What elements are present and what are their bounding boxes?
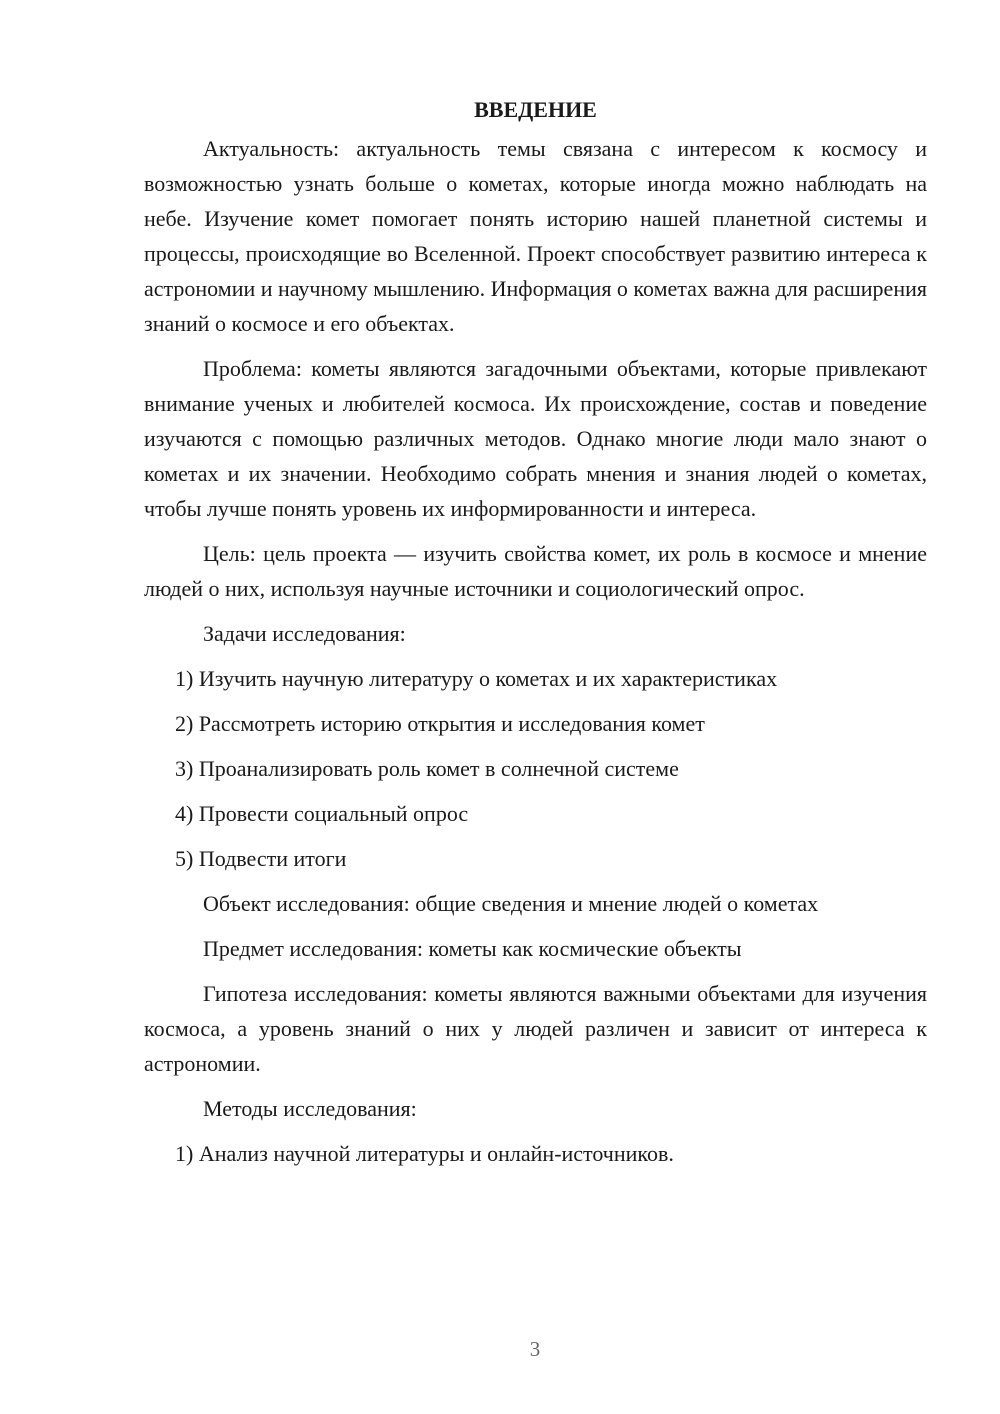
task-item-5: 5) Подвести итоги (175, 846, 347, 871)
relevance-paragraph: Актуальность: актуальность темы связана с интересом к космосу и возможностью узнать больше о кометах, которые иногда можно наблюдать на небе. Изучение комет помогает понять историю нашей планетной системы и процессы, происходящие во Вселенной. Проект способствует развитию интереса к астрономии и научному мышлению. Информация о кометах важна для расширения знаний о космосе и его объектах. (144, 136, 927, 336)
task-item-3: 3) Проанализировать роль комет в солнечной системе (175, 756, 679, 781)
problem-paragraph: Проблема: кометы являются загадочными объектами, которые привлекают внимание ученых и любителей космоса. Их происхождение, состав и поведение изучаются с помощью различных методов. Однако многие люди мало знают о кометах и их значении. Необходимо собрать мнения и знания людей о кометах, чтобы лучше понять уровень их информированности и интереса. (144, 356, 927, 521)
method-item-1: 1) Анализ научной литературы и онлайн-источников. (175, 1141, 674, 1166)
hypothesis-paragraph: Гипотеза исследования: кометы являются важными объектами для изучения космоса, а уровень знаний о них у людей различен и зависит от интереса к астрономии. (144, 981, 927, 1076)
research-object: Объект исследования: общие сведения и мнение людей о кометах (203, 891, 819, 916)
task-item-2: 2) Рассмотреть историю открытия и исследования комет (175, 711, 705, 736)
task-item-1: 1) Изучить научную литературу о кометах и их характеристиках (175, 666, 778, 691)
section-title: ВВЕДЕНИЕ (474, 97, 597, 122)
task-item-4: 4) Провести социальный опрос (175, 801, 469, 826)
research-subject: Предмет исследования: кометы как космические объекты (203, 936, 742, 961)
methods-heading: Методы исследования: (203, 1096, 417, 1121)
page-number: 3 (529, 1337, 541, 1361)
page-content (144, 91, 927, 1181)
tasks-heading: Задачи исследования: (203, 621, 406, 646)
goal-paragraph: Цель: цель проекта — изучить свойства комет, их роль в космосе и мнение людей о них, используя научные источники и социологический опрос. (144, 541, 927, 601)
